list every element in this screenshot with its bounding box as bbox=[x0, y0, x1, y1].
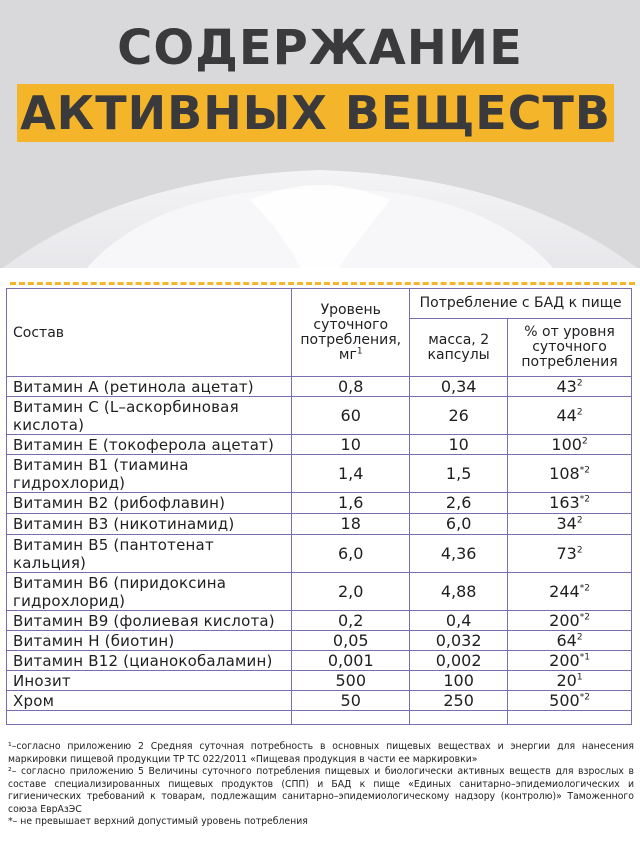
header-percent: % от уровня суточного потребления bbox=[508, 319, 632, 377]
footnotes bbox=[8, 741, 634, 829]
table-row: Витамин В2 (рибофлавин) 1,6 2,6 163$^{*2}$ bbox=[7, 493, 632, 514]
table-row: Витамин В12 (цианокобаламин) 0,001 0,002 200$^{*1}$ bbox=[7, 651, 632, 671]
table-row: Витамин В5 (пантотенат кальция) 6,0 4,36 $73^2$ bbox=[7, 535, 632, 573]
table-row: Инозит 500 100 $20^1$ bbox=[7, 671, 632, 691]
table-row: Витамин А (ретинола ацетат) 0,8 0,34 $43^2$ bbox=[7, 377, 632, 397]
composition-table bbox=[6, 288, 632, 725]
table-row: Витамин В3 (никотинамид) 18 6,0 $34^2$ bbox=[7, 514, 632, 535]
footnote-1: ¹–согласно приложению 2 Средняя суточная потребность в основных пищевых веществах и энергии для нанесения маркировки пищевой продукции ТР ТС 022/2011 «Пищевая продукция в части ее маркировки» bbox=[8, 741, 634, 765]
footnote-star: *– не превышает верхний допустимый уровень потребления bbox=[8, 816, 308, 827]
header-intake-group: Потребление с БАД к пище bbox=[410, 289, 632, 319]
table-row: Хром 50 250 500$^{*2}$ bbox=[7, 691, 632, 711]
table-row: Витамин В1 (тиамина гидрохлорид) 1,4 1,5 108$^{*2}$ bbox=[7, 455, 632, 493]
header-daily-level: Уровень суточного потребления, $мг^1$ bbox=[292, 289, 410, 377]
footnote-2: ²– согласно приложению 5 Величины суточного потребления пищевых и биологически активных веществ для взрослых в составе специализированных пищевых продуктов (СПП) и БАД к пище «Единых санитарно–эпидемиологических и гигиенических требований к товарам, подлежащим санитарно–эпидемиологическому надзору (контролю)» Таможенного союза ЕврАзЭС bbox=[8, 766, 634, 815]
table-row: Витамин В9 (фолиевая кислота) 0,2 0,4 200$^{*2}$ bbox=[7, 611, 632, 631]
table-row: Витамин Е (токоферола ацетат) 10 10 $100^2$ bbox=[7, 435, 632, 455]
page-title-line2: АКТИВНЫХ ВЕЩЕСТВ bbox=[20, 86, 611, 140]
page-title-line1: СОДЕРЖАНИЕ bbox=[117, 20, 523, 76]
table-spacer-row bbox=[7, 711, 632, 725]
table-row: Витамин Н (биотин) 0,05 0,032 $64^2$ bbox=[7, 631, 632, 651]
dashed-divider bbox=[10, 282, 635, 285]
header-composition: Состав bbox=[7, 289, 292, 377]
header-mass: масса, 2 капсулы bbox=[410, 319, 508, 377]
table-row: Витамин В6 (пиридоксина гидрохлорид) 2,0 4,88 244$^{*2}$ bbox=[7, 573, 632, 611]
table-row: Витамин С (L–аскорбиновая кислота) 60 26 $44^2$ bbox=[7, 397, 632, 435]
